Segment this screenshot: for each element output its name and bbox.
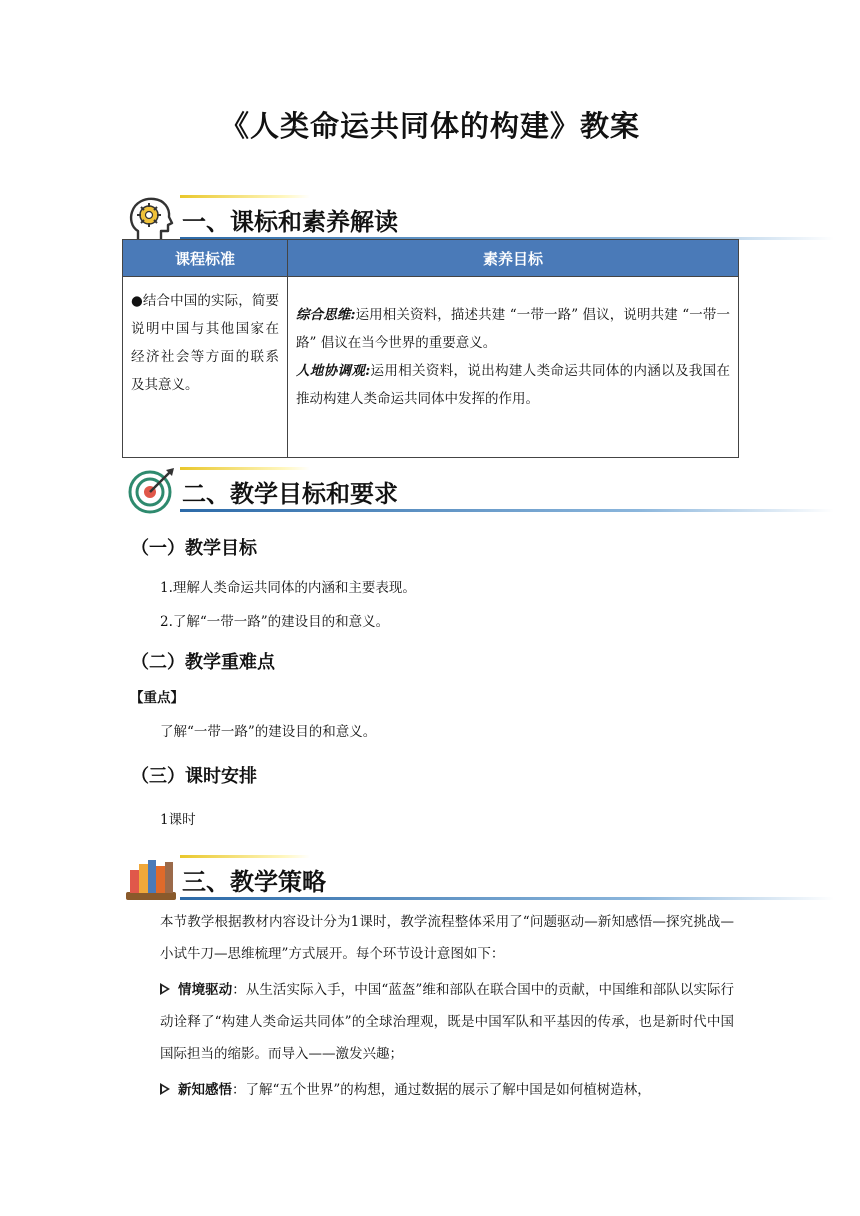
goal-label: 综合思维:	[296, 307, 356, 323]
subheading-schedule: （三）课时安排	[131, 766, 257, 787]
goals-cell	[288, 277, 739, 458]
table-header-standard: 课程标准	[123, 240, 288, 277]
standard-cell: ●结合中国的实际，简要说明中国与其他国家在经济社会等方面的联系及其意义。	[123, 277, 288, 458]
section-title: 三、教学策略	[182, 868, 326, 896]
goal-text: 运用相关资料，说出构建人类命运共同体的内涵以及我国在推动构建人类命运共同体中发挥的作用。	[296, 363, 731, 407]
key-label: 【重点】	[130, 690, 184, 706]
strategy-item: 情境驱动：从生活实际入手，中国“蓝盔”维和部队在联合国中的贡献，中国维和部队以实际行动诠释了“构建人类命运共同体”的全球治理观，既是中国军队和平基因的传承，也是新时代中国国际担当的缩影。而导入——激发兴趣；	[160, 982, 734, 1062]
goal-label: 人地协调观:	[296, 363, 371, 379]
strategy-item: 新知感悟：了解“五个世界”的构想，通过数据的展示了解中国是如何植树造林，	[160, 1074, 734, 1106]
hours-text: 1课时	[160, 812, 196, 828]
goal-item	[296, 357, 730, 413]
objective-item: 2.了解“一带一路”的建设目的和意义。	[160, 614, 390, 630]
page-title: 《人类命运共同体的构建》教案	[219, 109, 640, 143]
subheading-key-points: （二）教学重难点	[131, 652, 275, 673]
goal-text: 运用相关资料，描述共建 “一带一路” 倡议，说明共建 “一带一路” 倡议在当今世界的重要意义。	[296, 307, 731, 351]
key-text: 了解“一带一路”的建设目的和意义。	[160, 724, 377, 740]
section-title: 二、教学目标和要求	[182, 480, 398, 508]
subheading-objectives: （一）教学目标	[131, 538, 257, 559]
section-header-objectives	[124, 464, 834, 520]
objective-item: 1.理解人类命运共同体的内涵和主要表现。	[160, 580, 416, 596]
triangle-bullet-icon	[160, 983, 170, 995]
section-header-strategy	[124, 852, 834, 908]
triangle-bullet-icon	[160, 1083, 170, 1095]
books-icon	[124, 854, 178, 904]
goal-item	[296, 301, 730, 357]
section-title: 一、课标和素养解读	[182, 208, 398, 236]
strategy-intro: 本节教学根据教材内容设计分为1课时，教学流程整体采用了“问题驱动—新知感悟—探究挑战—小试牛刀—思维梳理”方式展开。每个环节设计意图如下：	[160, 914, 734, 962]
curriculum-table	[122, 239, 739, 458]
target-icon	[124, 466, 178, 516]
table-header-goals: 素养目标	[288, 240, 739, 277]
head-gear-icon	[124, 194, 178, 244]
